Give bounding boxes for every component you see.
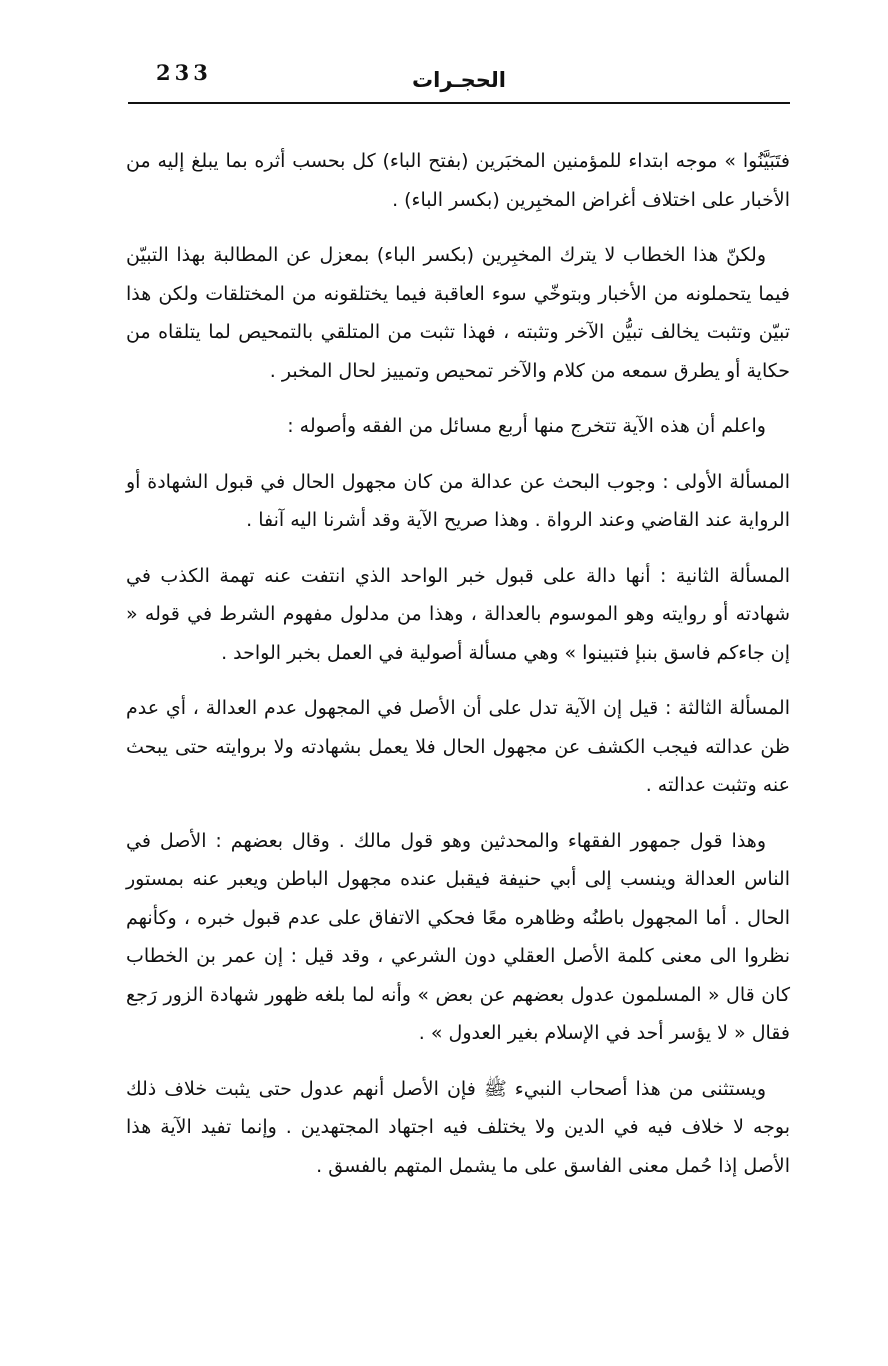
paragraph-3: واعلم أن هذه الآية تتخرج منها أربع مسائل من الفقه وأصوله :: [287, 415, 766, 437]
paragraph-issue-1: المسألة الأولى : وجوب البحث عن عدالة من كان مجهول الحال في قبول الشهادة أو الرواية عند القاضي وعند الرواة . وهذا صريح الآية وقد أشرنا اليه آنفا .: [126, 470, 790, 531]
paragraph-7: وهذا قول جمهور الفقهاء والمحدثين وهو قول مالك . وقال بعضهم : الأصل في الناس العدالة وينسب إلى أبي حنيفة فيقبل عنده مجهول الباطن ويعبر عنه بمستور الحال . أما المجهول باطنُه وظاهره معًا فحكي الاتفاق على عدم قبول خبره ، وكأنهم نظروا الى معنى كلمة الأصل العقلي دون الشرعي ، وقد قيل : إن عمر بن الخطاب كان قال « المسلمون عدول بعضهم عن بعض » وأنه لما بلغه ظهور شهادة الزور رَجع فقال « لا يؤسر أحد في الإسلام بغير العدول » .: [126, 829, 790, 1044]
running-header: [128, 60, 790, 112]
body-text: [126, 142, 790, 1202]
paragraph-1: فتَبَيَّنُوا » موجه ابتداء للمؤمنين المخبَرين (بفتح الباء) كل بحسب أثره بما يبلغ إليه من الأخبار على اختلاف أغراض المخبِرين (بكسر الباء) .: [126, 150, 790, 211]
paragraph-8: ويستثنى من هذا أصحاب النبيء ﷺ فإن الأصل أنهم عدول حتى يثبت خلاف ذلك بوجه لا خلاف فيه في الدين ولا يختلف فيه اجتهاد المجتهدين . وإنما تفيد الآية هذا الأصل إذا حُمل معنى الفاسق على ما يشمل المتهم بالفسق .: [126, 1077, 790, 1177]
paragraph-2: ولكنّ هذا الخطاب لا يترك المخبِرين (بكسر الباء) بمعزل عن المطالبة بهذا التبيّن فيما يتحملونه من الأخبار وبتوخّي سوء العاقبة فيما يختلقونه من المختلقات ولكن هذا تبيّن وتثبت يخالف تبيُّن الآخر وتثبته ، فهذا تثبت من المتلقي بالتمحيص لما يتلقاه من حكاية أو يطرق سمعه من كلام والآخر تمحيص وتمييز لحال المخبر .: [126, 244, 790, 382]
header-divider: [128, 102, 790, 104]
page-number: 233: [156, 60, 212, 85]
paragraph-issue-3: المسألة الثالثة : قيل إن الآية تدل على أن الأصل في المجهول عدم العدالة ، أي عدم ظن عدالته فيجب الكشف عن مجهول الحال فلا يعمل بشهادته ولا بروايته حتى يبحث عنه وتثبت عدالته .: [126, 697, 790, 796]
paragraph-issue-2: المسألة الثانية : أنها دالة على قبول خبر الواحد الذي انتفت عنه تهمة الكذب في شهادته أو روايته وهو الموسوم بالعدالة ، وهذا من مدلول مفهوم الشرط في قوله « إن جاءكم فاسق بنبإ فتبينوا » وهي مسألة أصولية في العمل بخبر الواحد .: [126, 564, 790, 664]
surah-title: الحجـرات: [412, 68, 506, 92]
